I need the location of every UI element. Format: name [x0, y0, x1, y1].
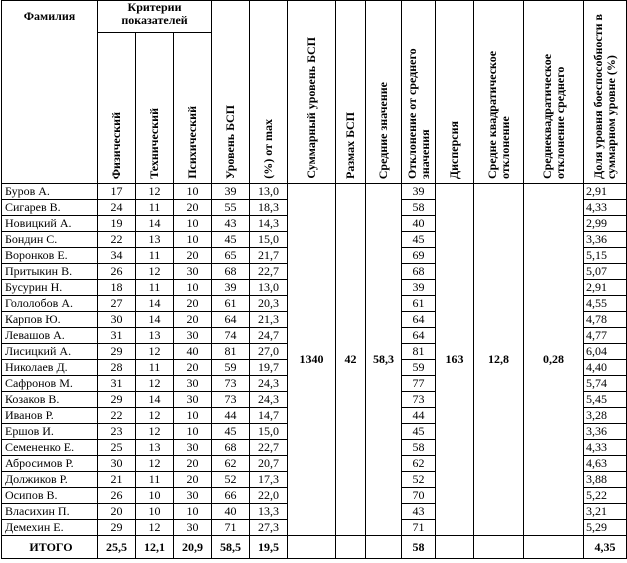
- bsp-level-value: 45: [212, 424, 250, 440]
- total-bsp-value: 1340: [288, 184, 336, 536]
- pct-of-max-value: 13,3: [250, 504, 288, 520]
- mental-value: 20: [174, 472, 212, 488]
- deviation-value: 70: [402, 488, 436, 504]
- pct-of-max-value: 14,3: [250, 216, 288, 232]
- pct-of-max-value: 22,7: [250, 440, 288, 456]
- bsp-level-value: 39: [212, 280, 250, 296]
- pct-of-max-value: 15,0: [250, 424, 288, 440]
- physical-value: 30: [98, 456, 136, 472]
- physical-value: 29: [98, 520, 136, 536]
- share-value: 4,33: [584, 200, 627, 216]
- total-empty-cell: [474, 536, 524, 559]
- total-empty-cell: [366, 536, 402, 559]
- technical-value: 10: [136, 504, 174, 520]
- total-mental: 20,9: [174, 536, 212, 559]
- technical-value: 14: [136, 296, 174, 312]
- mental-value: 30: [174, 520, 212, 536]
- header-name: Фамилия: [2, 1, 98, 184]
- athlete-name: Гололобов А.: [2, 296, 98, 312]
- technical-value: 10: [136, 488, 174, 504]
- bsp-level-value: 52: [212, 472, 250, 488]
- bsp-level-value: 59: [212, 360, 250, 376]
- bsp-level-value: 68: [212, 264, 250, 280]
- mental-value: 20: [174, 296, 212, 312]
- deviation-value: 69: [402, 248, 436, 264]
- total-empty-cell: [524, 536, 584, 559]
- share-value: 4,78: [584, 312, 627, 328]
- physical-value: 22: [98, 232, 136, 248]
- physical-value: 25: [98, 440, 136, 456]
- deviation-value: 71: [402, 520, 436, 536]
- bsp-level-value: 73: [212, 376, 250, 392]
- deviation-value: 73: [402, 392, 436, 408]
- physical-value: 17: [98, 184, 136, 200]
- pct-of-max-value: 22,0: [250, 488, 288, 504]
- athlete-name: Лисицкий А.: [2, 344, 98, 360]
- deviation-value: 45: [402, 232, 436, 248]
- bsp-level-value: 71: [212, 520, 250, 536]
- bsp-level-value: 43: [212, 216, 250, 232]
- mental-value: 20: [174, 312, 212, 328]
- header-total-bsp: Суммарный уровень БСП: [288, 1, 336, 184]
- header-std: Средне квадратическое отклонение: [474, 1, 524, 184]
- bsp-level-value: 62: [212, 456, 250, 472]
- deviation-value: 52: [402, 472, 436, 488]
- pct-of-max-value: 24,3: [250, 376, 288, 392]
- bsp-level-value: 68: [212, 440, 250, 456]
- total-physical: 25,5: [98, 536, 136, 559]
- pct-of-max-value: 27,0: [250, 344, 288, 360]
- bsp-level-value: 74: [212, 328, 250, 344]
- mental-value: 20: [174, 200, 212, 216]
- physical-value: 28: [98, 360, 136, 376]
- deviation-value: 64: [402, 312, 436, 328]
- share-value: 4,40: [584, 360, 627, 376]
- total-empty-cell: [336, 536, 366, 559]
- athlete-name: Должиков Р.: [2, 472, 98, 488]
- deviation-value: 64: [402, 328, 436, 344]
- total-empty-cell: [288, 536, 336, 559]
- share-value: 4,63: [584, 456, 627, 472]
- bsp-range-value: 42: [336, 184, 366, 536]
- technical-value: 14: [136, 392, 174, 408]
- technical-value: 11: [136, 280, 174, 296]
- deviation-value: 59: [402, 360, 436, 376]
- technical-value: 12: [136, 344, 174, 360]
- share-value: 3,88: [584, 472, 627, 488]
- total-technical: 12,1: [136, 536, 174, 559]
- physical-value: 24: [98, 200, 136, 216]
- bsp-table: [1, 0, 627, 559]
- technical-value: 14: [136, 216, 174, 232]
- technical-value: 12: [136, 184, 174, 200]
- deviation-value: 81: [402, 344, 436, 360]
- athlete-name: Левашов А.: [2, 328, 98, 344]
- athlete-name: Власихин П.: [2, 504, 98, 520]
- technical-value: 14: [136, 312, 174, 328]
- deviation-value: 58: [402, 200, 436, 216]
- share-value: 3,36: [584, 424, 627, 440]
- pct-of-max-value: 24,3: [250, 392, 288, 408]
- pct-of-max-value: 14,7: [250, 408, 288, 424]
- header-mental: Психический: [174, 33, 212, 184]
- technical-value: 13: [136, 232, 174, 248]
- header-bsp-level: Уровень БСП: [212, 1, 250, 184]
- dispersion-value: 163: [436, 184, 474, 536]
- pct-of-max-value: 24,7: [250, 328, 288, 344]
- bsp-level-value: 61: [212, 296, 250, 312]
- share-value: 2,99: [584, 216, 627, 232]
- pct-of-max-value: 13,0: [250, 184, 288, 200]
- bsp-level-value: 44: [212, 408, 250, 424]
- mental-value: 10: [174, 216, 212, 232]
- total-bsp-level: 58,5: [212, 536, 250, 559]
- deviation-value: 62: [402, 456, 436, 472]
- pct-of-max-value: 15,0: [250, 232, 288, 248]
- pct-of-max-value: 20,7: [250, 456, 288, 472]
- athlete-name: Ершов И.: [2, 424, 98, 440]
- mental-value: 10: [174, 232, 212, 248]
- bsp-level-value: 65: [212, 248, 250, 264]
- header-pct-of-max: (%) от max: [250, 1, 288, 184]
- athlete-name: Абросимов Р.: [2, 456, 98, 472]
- mental-value: 30: [174, 264, 212, 280]
- bsp-level-value: 73: [212, 392, 250, 408]
- std-value: 12,8: [474, 184, 524, 536]
- share-value: 5,74: [584, 376, 627, 392]
- deviation-value: 39: [402, 280, 436, 296]
- share-value: 5,29: [584, 520, 627, 536]
- technical-value: 11: [136, 360, 174, 376]
- share-value: 2,91: [584, 184, 627, 200]
- mental-value: 20: [174, 360, 212, 376]
- share-value: 3,28: [584, 408, 627, 424]
- total-row: [2, 536, 627, 559]
- bsp-level-value: 81: [212, 344, 250, 360]
- share-value: 4,55: [584, 296, 627, 312]
- share-value: 5,45: [584, 392, 627, 408]
- deviation-value: 44: [402, 408, 436, 424]
- deviation-value: 40: [402, 216, 436, 232]
- athlete-name: Бондин С.: [2, 232, 98, 248]
- pct-of-max-value: 13,0: [250, 280, 288, 296]
- physical-value: 30: [98, 312, 136, 328]
- physical-value: 21: [98, 472, 136, 488]
- bsp-level-value: 64: [212, 312, 250, 328]
- athlete-name: Николаев Д.: [2, 360, 98, 376]
- mental-value: 30: [174, 392, 212, 408]
- deviation-value: 77: [402, 376, 436, 392]
- athlete-name: Новицкий А.: [2, 216, 98, 232]
- header-share: Доля уровня боеспособности в суммарном уровне (%): [584, 1, 627, 184]
- share-value: 5,15: [584, 248, 627, 264]
- deviation-value: 58: [402, 440, 436, 456]
- pct-of-max-value: 22,7: [250, 264, 288, 280]
- pct-of-max-value: 21,7: [250, 248, 288, 264]
- athlete-name: Воронков Е.: [2, 248, 98, 264]
- mental-value: 40: [174, 344, 212, 360]
- mean-value: 58,3: [366, 184, 402, 536]
- pct-of-max-value: 17,3: [250, 472, 288, 488]
- physical-value: 20: [98, 504, 136, 520]
- physical-value: 23: [98, 424, 136, 440]
- deviation-value: 61: [402, 296, 436, 312]
- mental-value: 10: [174, 424, 212, 440]
- share-value: 4,77: [584, 328, 627, 344]
- technical-value: 12: [136, 456, 174, 472]
- pct-of-max-value: 18,3: [250, 200, 288, 216]
- header-dispersion: Дисперсия: [436, 1, 474, 184]
- header-std-mean: Среднеквадратическое отклонение среднего: [524, 1, 584, 184]
- total-share: 4,35: [584, 536, 627, 559]
- std-mean-value: 0,28: [524, 184, 584, 536]
- share-value: 2,91: [584, 280, 627, 296]
- header-physical: Физический: [98, 33, 136, 184]
- total-pct-of-max: 19,5: [250, 536, 288, 559]
- header-bsp-range: Размах БСП: [336, 1, 366, 184]
- total-empty-cell: [436, 536, 474, 559]
- deviation-value: 45: [402, 424, 436, 440]
- technical-value: 12: [136, 424, 174, 440]
- mental-value: 10: [174, 504, 212, 520]
- athlete-name: Демехин Е.: [2, 520, 98, 536]
- total-label: ИТОГО: [2, 536, 98, 559]
- deviation-value: 68: [402, 264, 436, 280]
- mental-value: 20: [174, 248, 212, 264]
- physical-value: 22: [98, 408, 136, 424]
- technical-value: 11: [136, 248, 174, 264]
- physical-value: 26: [98, 264, 136, 280]
- technical-value: 12: [136, 376, 174, 392]
- deviation-value: 43: [402, 504, 436, 520]
- physical-value: 27: [98, 296, 136, 312]
- technical-value: 11: [136, 472, 174, 488]
- bsp-level-value: 66: [212, 488, 250, 504]
- mental-value: 10: [174, 184, 212, 200]
- physical-value: 18: [98, 280, 136, 296]
- technical-value: 12: [136, 408, 174, 424]
- athlete-name: Притыкин В.: [2, 264, 98, 280]
- mental-value: 10: [174, 408, 212, 424]
- technical-value: 12: [136, 520, 174, 536]
- physical-value: 19: [98, 216, 136, 232]
- mental-value: 30: [174, 376, 212, 392]
- pct-of-max-value: 21,3: [250, 312, 288, 328]
- athlete-name: Бусурин Н.: [2, 280, 98, 296]
- physical-value: 26: [98, 488, 136, 504]
- share-value: 5,22: [584, 488, 627, 504]
- athlete-name: Семененко Е.: [2, 440, 98, 456]
- share-value: 4,33: [584, 440, 627, 456]
- technical-value: 13: [136, 440, 174, 456]
- mental-value: 30: [174, 488, 212, 504]
- athlete-name: Козаков В.: [2, 392, 98, 408]
- share-value: 5,07: [584, 264, 627, 280]
- mental-value: 30: [174, 328, 212, 344]
- physical-value: 29: [98, 344, 136, 360]
- bsp-level-value: 40: [212, 504, 250, 520]
- physical-value: 29: [98, 392, 136, 408]
- physical-value: 31: [98, 376, 136, 392]
- technical-value: 13: [136, 328, 174, 344]
- bsp-level-value: 39: [212, 184, 250, 200]
- athlete-name: Осипов В.: [2, 488, 98, 504]
- header-technical: Технический: [136, 33, 174, 184]
- header-mean: Средние значение: [366, 1, 402, 184]
- mental-value: 10: [174, 280, 212, 296]
- total-deviation: 58: [402, 536, 436, 559]
- bsp-level-value: 45: [212, 232, 250, 248]
- table-row: [2, 184, 627, 200]
- athlete-name: Сафронов М.: [2, 376, 98, 392]
- athlete-name: Буров А.: [2, 184, 98, 200]
- pct-of-max-value: 20,3: [250, 296, 288, 312]
- mental-value: 30: [174, 440, 212, 456]
- athlete-name: Сигарев В.: [2, 200, 98, 216]
- deviation-value: 39: [402, 184, 436, 200]
- header-criteria-group: Критерии показателей: [98, 1, 212, 33]
- share-value: 3,21: [584, 504, 627, 520]
- share-value: 6,04: [584, 344, 627, 360]
- pct-of-max-value: 27,3: [250, 520, 288, 536]
- athlete-name: Иванов Р.: [2, 408, 98, 424]
- header-deviation: Отклонение от среднего значения: [402, 1, 436, 184]
- physical-value: 34: [98, 248, 136, 264]
- pct-of-max-value: 19,7: [250, 360, 288, 376]
- technical-value: 11: [136, 200, 174, 216]
- physical-value: 31: [98, 328, 136, 344]
- athlete-name: Карпов Ю.: [2, 312, 98, 328]
- share-value: 3,36: [584, 232, 627, 248]
- technical-value: 12: [136, 264, 174, 280]
- mental-value: 20: [174, 456, 212, 472]
- bsp-level-value: 55: [212, 200, 250, 216]
